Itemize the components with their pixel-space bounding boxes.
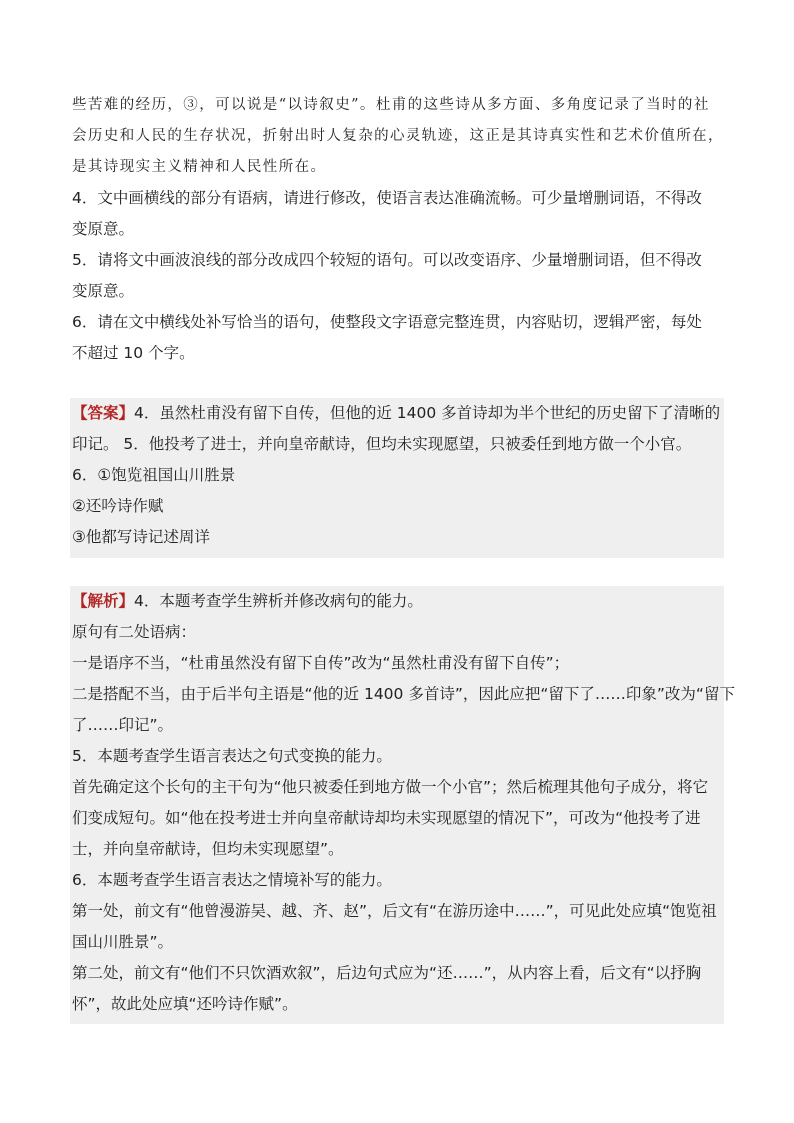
answer-line: 6．①饱览祖国山川胜景 bbox=[72, 466, 236, 484]
passage-line: 会历史和人民的生存状况，折射出时人复杂的心灵轨迹，这正是其诗真实性和艺术价值所在， bbox=[72, 128, 724, 144]
answer-block bbox=[72, 398, 732, 553]
answer-line: 【答案】4．虽然杜甫没有留下自传，但他的近 1400 多首诗却为半个世纪的历史留下了清晰的 bbox=[72, 404, 721, 422]
answer-line: ③他都写诗记述周详 bbox=[72, 528, 210, 546]
analysis-line: 首先确定这个长句的主干句为“他只被委任到地方做一个小官”；然后梳理其他句子成分，将它 bbox=[72, 778, 709, 796]
question-6: 6．请在文中横线处补写恰当的语句，使整段文字语意完整连贯，内容贴切，逻辑严密，每处 bbox=[72, 313, 702, 331]
analysis-line: 第一处，前文有“他曾漫游吴、越、齐、赵”，后文有“在游历途中……”，可见此处应填“饱览祖 bbox=[72, 902, 717, 920]
passage bbox=[72, 90, 732, 183]
analysis-line: 原句有二处语病： bbox=[72, 623, 197, 641]
passage-line: 些苦难的经历，③，可以说是“以诗叙史”。杜甫的这些诗从多方面、多角度记录了当时的社 bbox=[72, 97, 710, 113]
answer-line: 印记。 5．他投考了进士，并向皇帝献诗，但均未实现愿望，只被委任到地方做一个小官。 bbox=[72, 435, 692, 453]
answer-tag: 【答案】 bbox=[72, 404, 135, 422]
analysis-line: 了……印记”。 bbox=[72, 716, 174, 734]
analysis-line: 一是语序不当，“杜甫虽然没有留下自传”改为“虽然杜甫没有留下自传”； bbox=[72, 654, 570, 672]
analysis-line: 士，并向皇帝献诗，但均未实现愿望”。 bbox=[72, 840, 344, 858]
analysis-line: 6．本题考查学生语言表达之情境补写的能力。 bbox=[72, 871, 392, 889]
analysis-block bbox=[72, 586, 735, 1020]
questions bbox=[72, 183, 732, 369]
question-6-cont: 不超过 10 个字。 bbox=[72, 344, 195, 362]
question-5-cont: 变原意。 bbox=[72, 282, 135, 300]
answer-line: ②还吟诗作赋 bbox=[72, 497, 164, 515]
question-4: 4．文中画横线的部分有语病，请进行修改，使语言表达准确流畅。可少量增删词语，不得改 bbox=[72, 189, 702, 207]
analysis-line: 【解析】4．本题考查学生辨析并修改病句的能力。 bbox=[72, 592, 423, 610]
analysis-tag: 【解析】 bbox=[72, 592, 135, 610]
analysis-line: 怀”，故此处应填“还吟诗作赋”。 bbox=[72, 995, 298, 1013]
analysis-line: 国山川胜景”。 bbox=[72, 933, 174, 951]
analysis-line: 5．本题考查学生语言表达之句式变换的能力。 bbox=[72, 747, 392, 765]
analysis-line: 二是搭配不当，由于后半句主语是“他的近 1400 多首诗”，因此应把“留下了……印象”改为“留下 bbox=[72, 685, 735, 703]
analysis-line: 第二处，前文有“他们不只饮酒欢叙”，后边句式应为“还……”，从内容上看，后文有“以抒胸 bbox=[72, 964, 702, 982]
analysis-line: 们变成短句。如“他在投考进士并向皇帝献诗却均未实现愿望的情况下”，可改为“他投考了进 bbox=[72, 809, 701, 827]
question-5: 5．请将文中画波浪线的部分改成四个较短的语句。可以改变语序、少量增删词语，但不得改 bbox=[72, 251, 702, 269]
passage-line: 是其诗现实主义精神和人民性所在。 bbox=[72, 159, 327, 175]
question-4-cont: 变原意。 bbox=[72, 220, 135, 238]
